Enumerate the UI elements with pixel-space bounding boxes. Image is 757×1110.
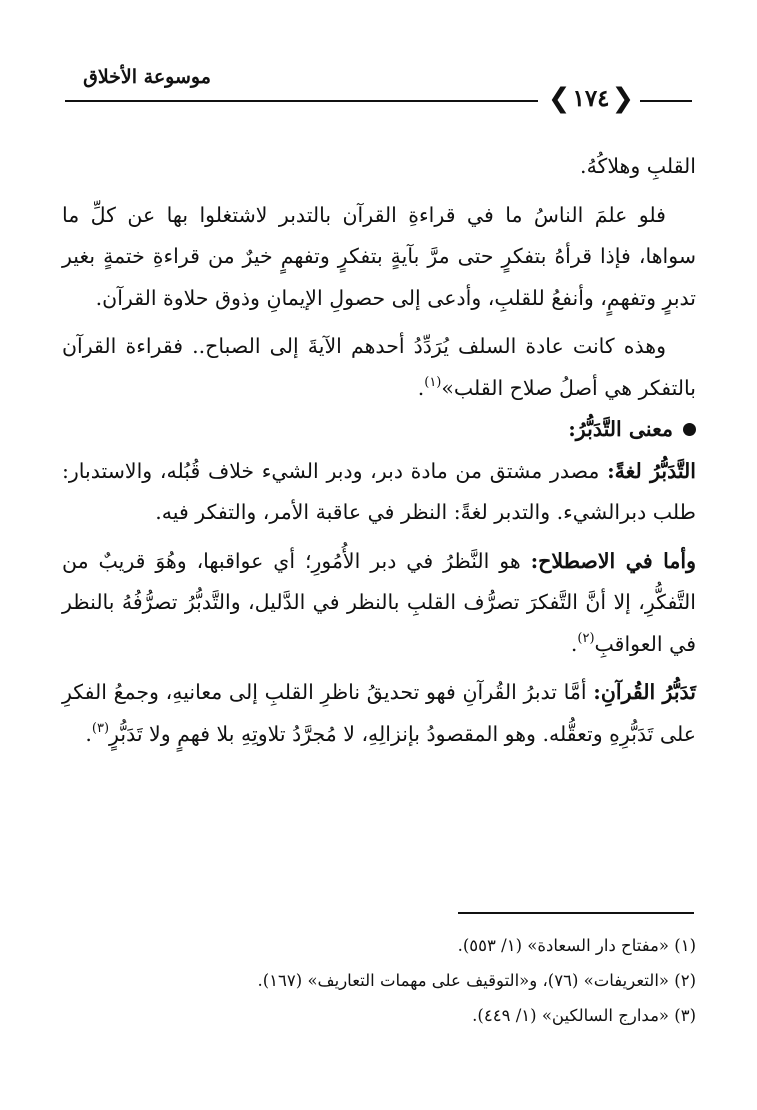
page-number-bracket-right: ❯	[611, 82, 635, 114]
header-rule-left	[65, 100, 538, 102]
definition-lexical-term: التَّدَبُّرُ لغةً:	[607, 458, 696, 483]
definition-quran-end: .	[85, 721, 92, 746]
paragraph-3	[62, 326, 696, 409]
definition-quran-text: أمَّا تدبرُ القُرآنِ فهو تحديقُ ناظرِ القلبِ إلى معانيهِ، وجمعُ الفكرِ على تَدَبُّرِهِ وتعقُّله. وهو المقصودُ بإنزالِهِ، لا مُجرَّدُ تلاوتِهِ بلا فهمٍ ولا تَدَبُّرٍ	[62, 680, 696, 746]
definition-technical-text: هو النَّظرُ في دبر الأُمُورِ؛ أي عواقبها، وهُوَ قريبٌ من التَّفكُّرِ، إلا أنَّ التَّفكرَ تصرُّف القلبِ بالنظر في الدَّليل، والتَّدبُّرُ تصرُّفُهُ بالنظر في العواقبِ	[62, 548, 696, 656]
footnote-mark-3: (٣)	[91, 720, 110, 736]
page-number-value: ١٧٤	[572, 84, 610, 112]
footnote-3: (٣) «مدارج السالكين» (١/ ٤٤٩).	[472, 1006, 696, 1025]
paragraph-3-end: .	[417, 375, 425, 400]
footnote-separator	[458, 912, 694, 914]
definition-technical	[62, 541, 696, 666]
section-heading	[62, 409, 696, 451]
bullet-icon	[683, 423, 696, 436]
definition-lexical-text: مصدر مشتق من مادة دبر، ودبر الشيء خلاف قُبُله، والاستدبار: طلب دبرالشيء. والتدبر لغةً: النظر في عاقبة الأمر، والتفكر فيه.	[62, 458, 696, 524]
definition-quran	[62, 672, 696, 755]
page-number	[546, 78, 636, 118]
paragraph-3-text: وهذه كانت عادة السلف يُرَدِّدُ أحدهم الآيةَ إلى الصباح.. فقراءة القرآن بالتفكر هي أصلُ صلاح القلب»	[62, 334, 696, 400]
footnote-mark-1: (١)	[424, 374, 442, 390]
page-number-bracket-left: ❮	[547, 82, 571, 114]
definition-quran-term: تَدَبُّرُ القُرآنِ:	[593, 680, 697, 704]
paragraph-1: القلبِ وهلاكُهُ.	[580, 154, 696, 178]
running-header-title: موسوعة الأخلاق	[83, 66, 211, 88]
definition-lexical	[62, 451, 696, 534]
footnote-2: (٢) «التعريفات» (٧٦)، و«التوقيف على مهمات التعاريف» (١٦٧).	[257, 971, 696, 990]
footnotes	[62, 928, 696, 1033]
header-rule-right	[640, 100, 692, 102]
definition-technical-term: وأما في الاصطلاح:	[530, 548, 696, 573]
footnote-mark-2: (٢)	[577, 630, 595, 646]
body-text	[62, 146, 696, 755]
definition-technical-end: .	[570, 631, 578, 656]
footnote-1: (١) «مفتاح دار السعادة» (١/ ٥٥٣).	[457, 936, 696, 955]
paragraph-2: فلو علمَ الناسُ ما في قراءةِ القرآن بالتدبر لاشتغلوا بها عن كلِّ ما سواها، فإذا قرأهُ بتفكرٍ حتى مرَّ بآيةٍ بتفكرٍ وتفهمٍ خيرٌ من قراءةِ ختمةٍ بغير تدبرٍ وتفهمٍ، وأنفعُ للقلبِ، وأدعى إلى حصولِ الإيمانِ وذوق حلاوة القرآن.	[62, 202, 696, 310]
section-heading-text: معنى التَّدَبُّرُ:	[568, 417, 673, 441]
